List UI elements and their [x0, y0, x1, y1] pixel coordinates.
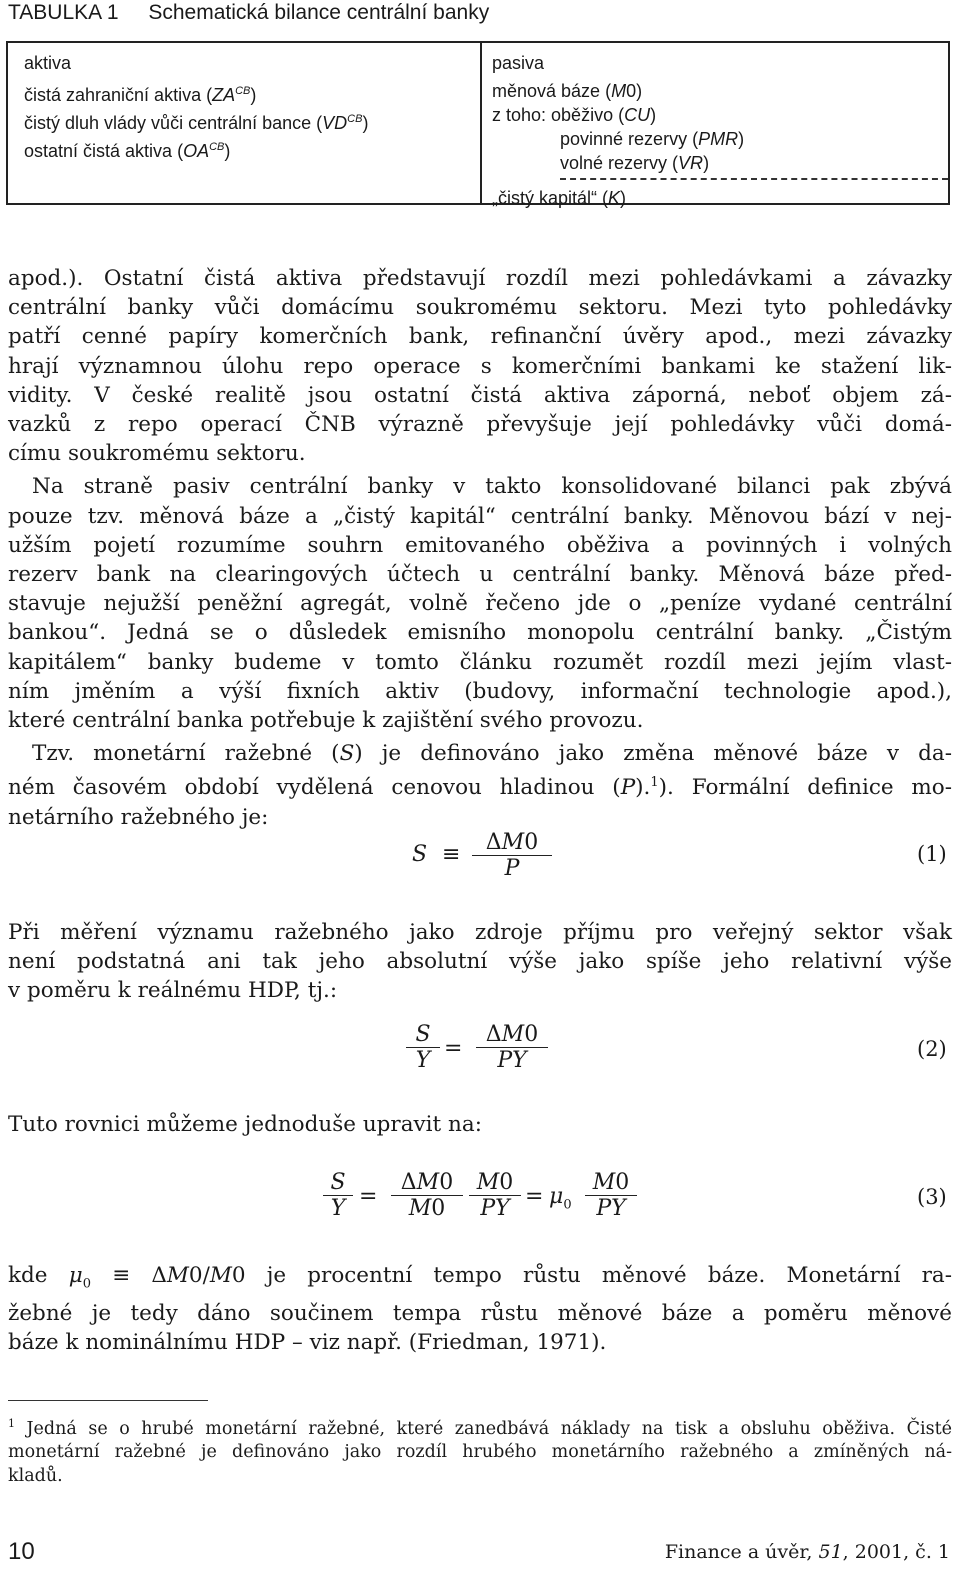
asset-row: ostatní čistá aktiva $(OA^{CB})$ — [24, 141, 231, 161]
liability-row: „čistý kapitál“ (K) — [492, 188, 627, 208]
paragraph — [8, 739, 952, 832]
text-line: Při měření významu ražebného jako zdroje příjmu pro veřejný sektor však — [8, 920, 952, 945]
assets-header: aktiva — [24, 53, 72, 73]
table-caption — [8, 0, 489, 26]
fraction: $\frac{S}{Y}$ — [323, 1170, 353, 1221]
fraction: $\frac{M0}{PY}$ — [585, 1170, 637, 1221]
dashed-separator — [560, 178, 948, 180]
text-line: Na straně pasiv centrální banky v takto konsolidované bilanci pak zbývá — [32, 474, 952, 500]
paragraph — [8, 472, 952, 735]
text-line: címu soukromému sektoru. — [8, 441, 306, 467]
text-line: žebné je tedy dáno součinem tempa růstu měnové báze a poměru měnové — [8, 1300, 952, 1326]
text-line: kde $\mu_0 \equiv \Delta M0/M0$ je procentní tempo růstu měnové báze. Monetární ra- — [8, 1263, 952, 1292]
footnote — [8, 1412, 952, 1488]
footnote-rule — [8, 1400, 208, 1401]
text-line: ním jměním a výší fixních aktiv (budovy, informační technologie apod.), — [8, 678, 952, 704]
text-line: patří cenné papíry komerčních bank, refinanční úvěry apod., mezi závazky — [8, 324, 952, 350]
asset-row: čistý dluh vlády vůči centrální bance $(VD^{CB})$ — [24, 113, 369, 133]
text-line: Tuto rovnici můžeme jednoduše upravit na: — [8, 1112, 482, 1137]
paragraph — [8, 1261, 952, 1357]
liability-row: měnová báze (M0) — [492, 81, 643, 101]
equation-number: (1) — [917, 842, 947, 866]
text-line: v poměru k reálnému HDP, tj.: — [8, 978, 338, 1004]
table-label: TABULKA 1 — [8, 1, 119, 24]
text-line: netárního ražebného je: — [8, 804, 269, 830]
asset-row: čistá zahraniční aktiva $(ZA^{CB})$ — [24, 85, 257, 105]
text-line: bankou“. Jedná se o důsledek emisního monopolu centrální banky. „Čistým — [8, 620, 952, 646]
page-number: 10 — [8, 1538, 35, 1565]
text-line: vidity. V české realitě jsou ostatní čistá aktiva záporná, neboť objem zá- — [8, 382, 952, 408]
text-line: apod.). Ostatní čistá aktiva představují rozdíl mezi pohledávkami a závazky — [8, 266, 952, 291]
text-line: vazků z repo operací ČNB výrazně převyšuje její pohledávky vůči domá- — [8, 412, 952, 438]
journal-reference: Finance a úvěr, 51, 2001, č. 1 — [664, 1541, 950, 1563]
equation-number: (3) — [917, 1185, 947, 1209]
text-line: užším pojetí rozumíme souhrn emitovaného oběživa a povinných i volných — [8, 532, 952, 558]
table-title: Schematická bilance centrální banky — [148, 1, 490, 24]
text-line: kapitálem“ banky budeme v tomto článku rozumět rozdíl mezi jejím vlast- — [8, 649, 952, 675]
text-line: monetární ražebné je definováno jako rozdíl hrubého monetárního ražebného a zmíněných ná- — [8, 1442, 952, 1463]
text-line: centrální banky vůči domácímu soukromému sektoru. Mezi tyto pohledávky — [8, 295, 952, 321]
text-line: pouze tzv. měnová báze a „čistý kapitál“ centrální banky. Měnovou bází v nej- — [8, 503, 952, 529]
liabilities-column — [492, 51, 948, 210]
balance-table — [6, 41, 950, 208]
text-line: $^1$ Jedná se o hrubé monetární ražebné, které zanedbává náklady na tisk a obsluhu oběživa. Čisté — [8, 1417, 952, 1439]
assets-column — [24, 51, 368, 163]
article-body — [8, 264, 952, 832]
fraction: $\frac{S}{Y}$ — [406, 1022, 440, 1073]
paragraph — [8, 918, 952, 1006]
liability-row: z toho: oběživo (CU) — [492, 105, 657, 125]
paragraph — [8, 264, 952, 468]
text-line: které centrální banka potřebuje k zajištění svého provozu. — [8, 708, 644, 734]
table-column-divider — [480, 43, 482, 203]
liability-row: povinné rezervy (PMR) — [560, 129, 745, 149]
text-line: ném časovém období vydělená cenovou hladinou (P).$^1$). Formální definice mo- — [8, 775, 952, 801]
text-line: hrají významnou úlohu repo operace s komerčními bankami ke stažení lik- — [8, 353, 952, 379]
liabilities-header: pasiva — [492, 53, 545, 73]
text-line: kladů. — [8, 1465, 63, 1486]
fraction: $\frac{\Delta M0}{M0}$ — [391, 1170, 463, 1221]
text-line: rezerv bank na clearingových účtech u centrální banky. Měnová báze před- — [8, 562, 952, 588]
fraction: $\frac{\Delta M0}{P}$ — [472, 830, 552, 881]
text-line: není podstatná ani tak jeho absolutní výše jako spíše jeho relativní výše — [8, 949, 952, 975]
liability-row: volné rezervy (VR) — [560, 153, 710, 173]
equation-number: (2) — [917, 1037, 947, 1061]
text-line: stavuje nejužší peněžní agregát, volně řečeno jde o „peníze vydané centrální — [8, 591, 952, 617]
text-line: Tzv. monetární ražebné (S) je definováno jako změna měnové báze v da- — [32, 741, 952, 767]
fraction: $\frac{M0}{PY}$ — [469, 1170, 521, 1221]
text-line: báze k nominálnímu HDP – viz např. (Friedman, 1971). — [8, 1329, 607, 1355]
fraction: $\frac{\Delta M0}{PY}$ — [476, 1022, 548, 1073]
